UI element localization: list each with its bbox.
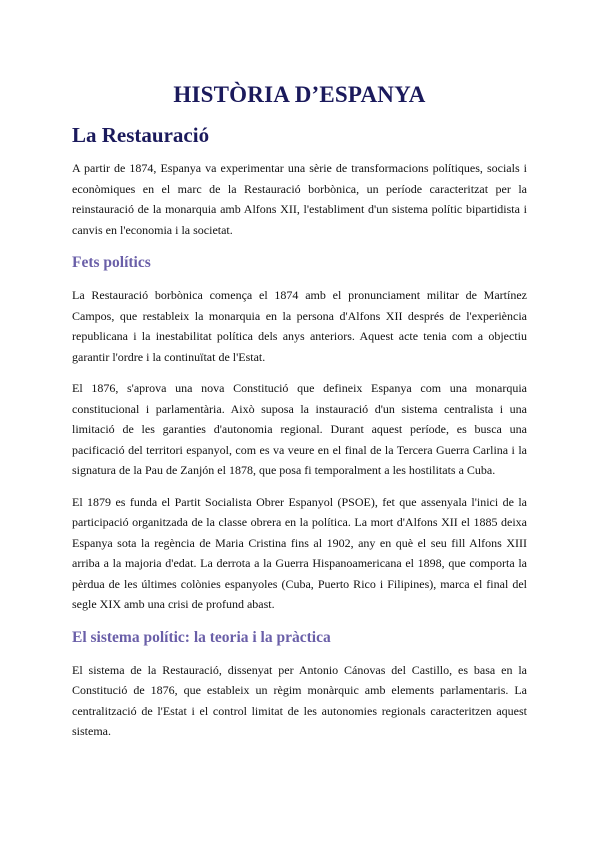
paragraph: El 1879 es funda el Partit Socialista Obrer Espanyol (PSOE), fet que assenyala l'inici de la participació organitzada de la classe obrera en la política. La mort d'Alfons XII el 1885 deixa Espanya sota la regència de Maria Cristina fins al 1902, any en què el seu fill Alfons XIII arriba a la majoria d'edat. La derrota a la Guerra Hispanoamericana el 1898, que comporta la pèrdua de les últimes colònies espanyoles (Cuba, Puerto Rico i Filipines), marca el final del segle XIX amb una crisi de profund abast.: [72, 494, 527, 611]
document-page: [72, 82, 527, 753]
subsection-heading-sistema-politic: El sistema polític: la teoria i la pràctica: [72, 628, 331, 646]
subsection-heading-fets-politics: Fets polítics: [72, 254, 151, 271]
section-intro-paragraph: A partir de 1874, Espanya va experimentar una sèrie de transformacions polítiques, socials i econòmiques en el marc de la Restauració borbònica, un període caracteritzat per la reinstauració de la monarquia amb Alfons XII, l'establiment d'un sistema polític bipartidista i canvis en l'economia i la societat.: [72, 161, 527, 237]
paragraph: La Restauració borbònica comença el 1874 amb el pronunciament militar de Martínez Campos, que restableix la monarquia en la persona d'Alfons XII després de l'experiència republicana i la inestabilitat política dels anys anteriors. Aquest acte tenia com a objectiu garantir l'ordre i la continuïtat de l'Estat.: [72, 288, 527, 364]
paragraph: El sistema de la Restauració, dissenyat per Antonio Cánovas del Castillo, es basa en la Constitució de 1876, que estableix un règim monàrquic amb elements parlamentaris. La centralització de l'Estat i el control limitat de les autonomies regionals caracteritzen aquest sistema.: [72, 662, 527, 738]
document-title: HISTÒRIA D’ESPANYA: [173, 82, 426, 107]
paragraph: El 1876, s'aprova una nova Constitució que defineix Espanya com una monarquia constitucional i parlamentària. Això suposa la instauració d'un sistema centralista i una limitació de les garanties d'autonomia regional. Durant aquest període, es busca una pacificació del territori espanyol, com es va veure en el final de la Tercera Guerra Carlina i la signatura de la Pau de Zanjón el 1878, que posa fi temporalment a les hostilitats a Cuba.: [72, 381, 527, 477]
section-heading: La Restauració: [72, 123, 210, 147]
